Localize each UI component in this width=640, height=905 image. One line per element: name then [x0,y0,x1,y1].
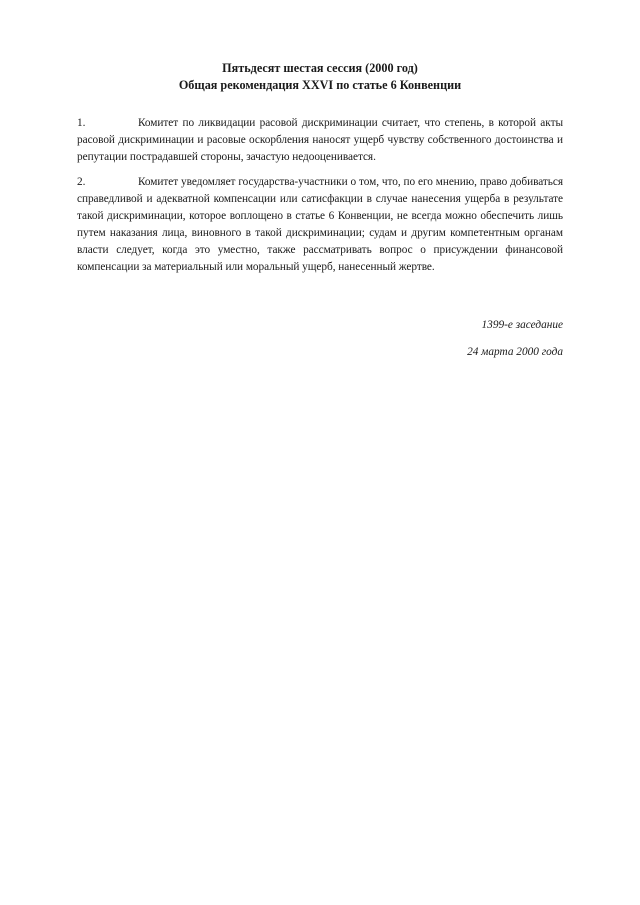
paragraph-number: 1. [77,117,86,129]
recommendation-title: Общая рекомендация XXVI по статье 6 Конвенции [178,78,462,92]
document-title [77,60,563,94]
meeting-number: 1399-е заседание [481,319,563,331]
paragraph-number: 2. [77,176,86,188]
paragraph-2 [77,174,563,276]
paragraph-text: Комитет по ликвидации расовой дискриминации считает, что степень, в которой акты расовой дискриминации и расовые оскорбления наносят ущерб чувству собственного достоинства и репутации пострадавшей стороны, зачастую недооценивается. [77,117,563,163]
paragraph-1 [77,115,563,166]
paragraph-text: Комитет уведомляет государства-участники о том, что, по его мнению, право добиваться справедливой и адекватной компенсации или сатисфакции в случае нанесения ущерба в результате такой дискриминации, которое воплощено в статье 6 Конвенции, не всегда можно обеспечить лишь путем наказания лица, виновного в такой дискриминации; судам и другим компетентным органам власти следует, когда это уместно, также рассматривать вопрос о присуждении финансовой компенсации за материальный или моральный ущерб, нанесенный жертве. [77,176,563,273]
session-title: Пятьдесят шестая сессия (2000 год) [222,61,418,75]
adoption-date: 24 марта 2000 года [467,346,563,358]
